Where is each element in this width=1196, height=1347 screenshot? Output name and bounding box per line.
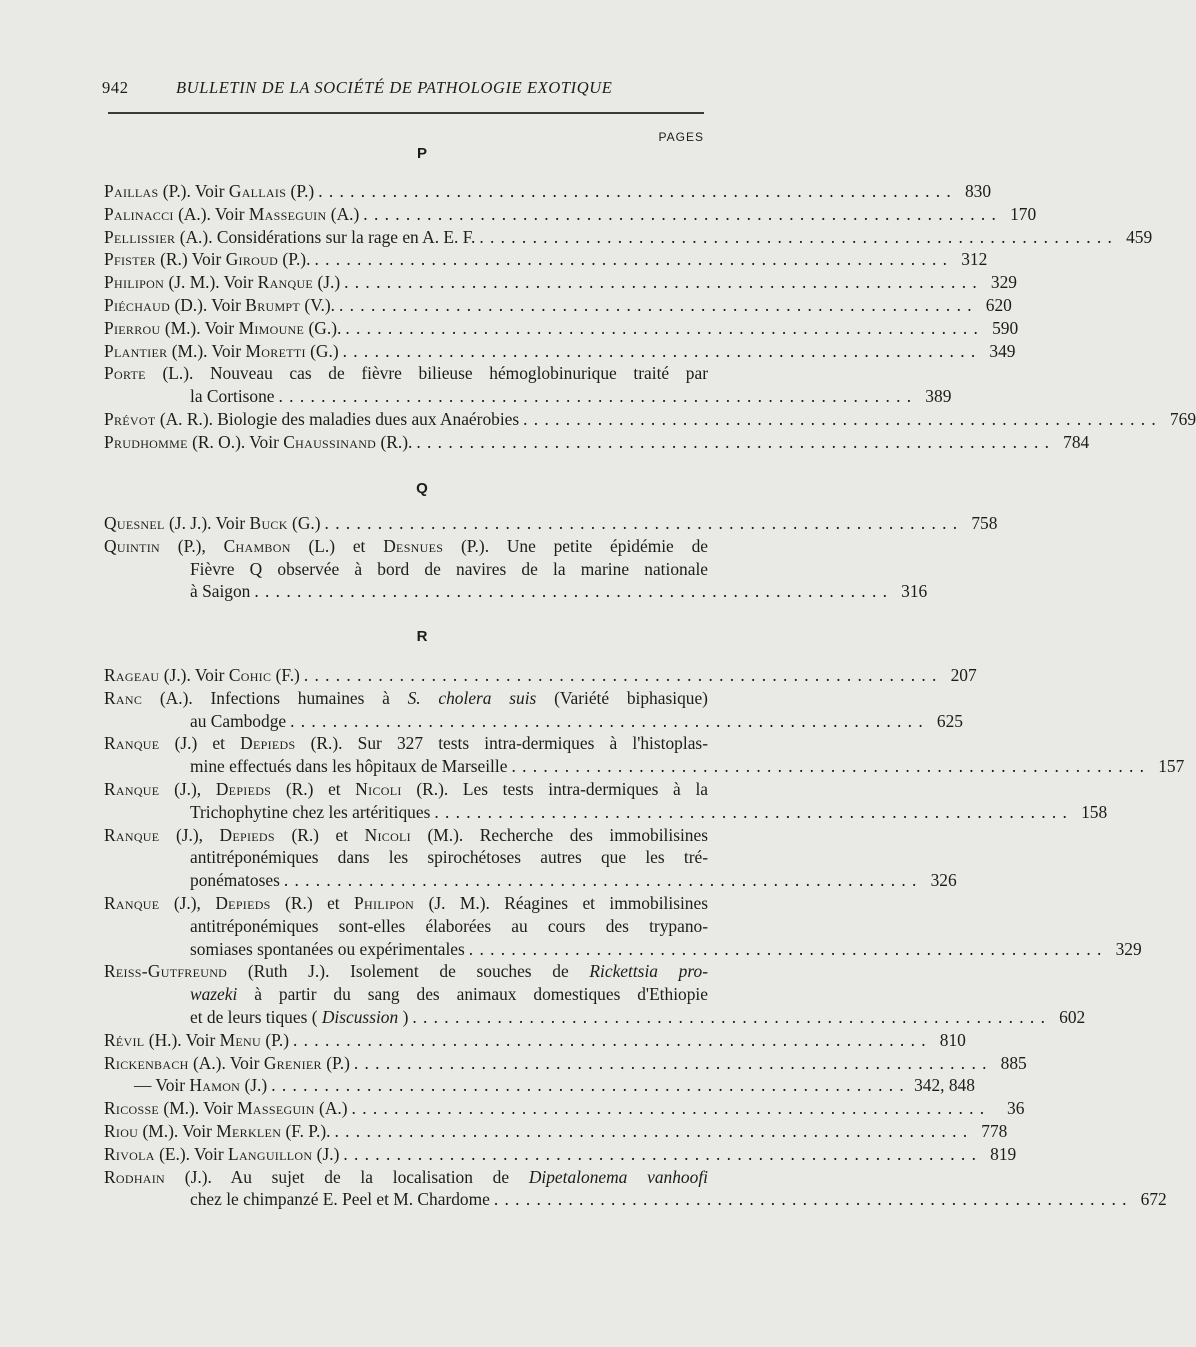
- author-name: Mimoune: [238, 317, 305, 338]
- entry-text: [190, 580, 250, 603]
- page-reference: 590: [992, 317, 1019, 338]
- index-section-p: [104, 180, 1196, 454]
- entry-text: [104, 226, 475, 249]
- entry-line: [104, 180, 992, 203]
- entry-line: [104, 248, 988, 271]
- author-name: Nicoli: [364, 824, 411, 845]
- entry-fragment: (R.). Les tests intra-dermiques à la: [416, 778, 708, 799]
- author-name: Ranc: [104, 687, 143, 708]
- index-entry: [104, 431, 1090, 454]
- entry-text: [104, 824, 708, 847]
- entry-text: [104, 512, 321, 535]
- entry-line: [104, 824, 708, 847]
- entry-text: [104, 778, 708, 801]
- entry-fragment: (P.). Voir: [162, 181, 229, 201]
- index-entry: [104, 824, 957, 892]
- entry-line: [104, 710, 963, 733]
- author-name: Rageau: [104, 665, 160, 685]
- entry-fragment: (P.).: [282, 249, 311, 270]
- section-letter-q: Q: [416, 480, 428, 497]
- section-letter-r: R: [416, 628, 428, 645]
- index-entry: [104, 248, 988, 271]
- page-reference: 329: [1115, 938, 1142, 959]
- author-name: Cohic: [228, 665, 272, 685]
- entry-fragment: (J. M.). Voir: [168, 272, 258, 293]
- entry-fragment: (A.): [330, 203, 360, 224]
- entry-text: [104, 1166, 708, 1189]
- author-name: Paillas: [104, 181, 159, 201]
- entry-fragment: Trichophytine chez les artéritiques: [190, 801, 431, 822]
- author-name: Depieds: [215, 778, 272, 799]
- entry-line: [104, 1074, 975, 1097]
- index-entry: [104, 408, 1196, 431]
- author-name: Languillon: [228, 1143, 313, 1164]
- page-reference: 36: [1007, 1098, 1025, 1119]
- entry-fragment: (R.) Voir: [160, 249, 226, 270]
- entry-fragment: (V.).: [304, 294, 335, 315]
- index-section-q: [104, 512, 998, 603]
- dot-leader: ............................................................: [314, 249, 954, 270]
- entry-line: [104, 846, 708, 869]
- index-entry: [104, 340, 1016, 363]
- pages-column-label: PAGES: [658, 130, 704, 144]
- entry-text: [190, 1188, 490, 1211]
- entry-text: [104, 1097, 348, 1120]
- page-reference: 602: [1059, 1006, 1086, 1027]
- entry-text: [104, 1029, 289, 1052]
- author-name: Gallais: [228, 181, 287, 201]
- entry-fragment: (J.). Voir: [163, 665, 229, 685]
- entry-fragment: (J.) et: [174, 733, 241, 754]
- entry-line: [104, 1006, 1086, 1029]
- index-entry: [104, 535, 928, 603]
- entry-fragment: (J.): [317, 272, 341, 293]
- entry-fragment: (Ruth J.). Isolement de souches de: [247, 961, 590, 982]
- author-name: Hamon: [189, 1075, 241, 1096]
- index-entry: [104, 1029, 966, 1052]
- entry-text: [104, 408, 519, 431]
- entry-fragment: (J.): [316, 1143, 340, 1164]
- entry-line: [104, 1166, 708, 1189]
- journal-title: BULLETIN DE LA SOCIÉTÉ DE PATHOLOGIE EXOTIQUE: [176, 78, 613, 97]
- entry-text: [190, 710, 286, 733]
- author-name: Brumpt: [245, 294, 301, 315]
- entry-line: [104, 869, 957, 892]
- entry-fragment: (L.) et: [308, 535, 384, 556]
- dot-leader: ............................................................: [343, 1143, 983, 1164]
- author-name: Quintin: [104, 535, 160, 556]
- author-name: Ricosse: [104, 1098, 160, 1119]
- index-entry: [104, 362, 952, 408]
- entry-text: [134, 1074, 267, 1097]
- page-reference: 819: [990, 1143, 1017, 1164]
- entry-fragment: somiases spontanées ou expérimentales: [190, 938, 465, 959]
- entry-line: [104, 340, 1016, 363]
- entry-fragment: (G.): [292, 513, 321, 533]
- entry-text: [104, 664, 300, 687]
- entry-text: [190, 915, 708, 938]
- entry-fragment: — Voir: [134, 1075, 190, 1096]
- author-name: Palinacci: [104, 203, 174, 224]
- entry-fragment: (M.). Voir: [164, 317, 239, 338]
- dot-leader: ............................................................: [412, 1006, 1052, 1027]
- entry-line: [104, 203, 1037, 226]
- index-entry: [104, 294, 1012, 317]
- dot-leader: ............................................................: [324, 513, 964, 533]
- author-name: Porte: [104, 363, 146, 384]
- entry-fragment: (A.). Voir: [192, 1052, 264, 1073]
- entry-fragment: (R.) et: [285, 778, 356, 799]
- entry-line: [104, 778, 708, 801]
- page-reference: 620: [985, 294, 1012, 315]
- entry-fragment: (R.) et: [291, 824, 365, 845]
- entry-line: [104, 915, 708, 938]
- dot-leader: ............................................................: [416, 431, 1056, 452]
- entry-text: [190, 846, 708, 869]
- entry-text: [104, 535, 708, 558]
- italic-term: S. cholera suis: [407, 687, 537, 708]
- entry-fragment: ): [402, 1006, 409, 1027]
- entry-line: [104, 385, 952, 408]
- entry-text: [104, 732, 708, 755]
- entry-line: [104, 938, 1142, 961]
- section-letter-p: P: [416, 145, 427, 162]
- entry-fragment: (J.): [244, 1075, 268, 1096]
- author-name: Ranque: [104, 733, 160, 754]
- entry-line: [104, 892, 708, 915]
- dot-leader: ............................................................: [254, 581, 894, 602]
- dot-leader: ............................................................: [303, 665, 943, 685]
- entry-line: [104, 431, 1090, 454]
- entry-fragment: (P.): [326, 1052, 350, 1073]
- entry-fragment: (L.). Nouveau cas de fièvre bilieuse hémoglobinurique traité par: [162, 363, 708, 384]
- dot-leader: ............................................................: [434, 801, 1074, 822]
- header-rule: [108, 112, 704, 114]
- author-name: Ranque: [104, 824, 160, 845]
- entry-text: [190, 1006, 408, 1029]
- author-name: Chambon: [223, 535, 291, 556]
- entry-text: [104, 960, 708, 983]
- author-name: Moretti: [245, 340, 306, 361]
- author-name: Plantier: [104, 340, 168, 361]
- entry-line: [104, 732, 708, 755]
- dot-leader: ............................................................: [363, 203, 1003, 224]
- author-name: Pierrou: [104, 317, 161, 338]
- entry-text: [104, 317, 341, 340]
- index-entry: [104, 1074, 975, 1097]
- entry-fragment: (M.). Voir: [163, 1098, 238, 1119]
- entry-fragment: (R.) et: [285, 892, 355, 913]
- entry-fragment: antitréponémiques sont-elles élaborées au cours des trypano-: [190, 915, 708, 936]
- entry-line: [104, 535, 708, 558]
- entry-line: [104, 1097, 1025, 1120]
- page-reference: 459: [1126, 226, 1153, 247]
- author-name: Ranque: [104, 892, 160, 913]
- dot-leader: ............................................................: [468, 938, 1108, 959]
- entry-fragment: (D.). Voir: [174, 294, 246, 315]
- entry-line: [104, 983, 708, 1006]
- dot-leader: ............................................................: [344, 272, 983, 293]
- page-reference: 157: [1158, 756, 1185, 777]
- entry-line: [104, 687, 708, 710]
- entry-line: [104, 408, 1196, 431]
- author-name: Ranque: [257, 272, 314, 293]
- entry-line: [104, 271, 1017, 294]
- dot-leader: ............................................................: [283, 870, 923, 891]
- entry-fragment: Fièvre Q observée à bord de navires de la marine nationale: [190, 558, 708, 579]
- entry-fragment: (M.). Recherche des immobilisines: [427, 824, 708, 845]
- entry-text: [104, 892, 708, 915]
- author-name: Menu: [219, 1029, 261, 1050]
- index-entry: [104, 960, 1086, 1028]
- dot-leader: ............................................................: [342, 340, 982, 361]
- dot-leader: ............................................................: [278, 386, 918, 407]
- italic-term: Discussion: [321, 1006, 399, 1027]
- entry-fragment: (Variété biphasique): [554, 687, 708, 708]
- entry-fragment: (R.). Sur 327 tests intra-dermiques à l'histoplas-: [310, 733, 708, 754]
- page-reference: 769: [1169, 408, 1196, 429]
- entry-line: [104, 1120, 1008, 1143]
- entry-fragment: (J.),: [173, 892, 216, 913]
- page-reference: 784: [1063, 431, 1090, 452]
- page-reference: 312: [961, 249, 988, 270]
- entry-text: [190, 558, 708, 581]
- entry-line: [104, 294, 1012, 317]
- page-reference: 170: [1010, 203, 1037, 224]
- entry-fragment: (E.). Voir: [159, 1143, 229, 1164]
- entry-line: [104, 960, 708, 983]
- entry-text: [190, 869, 280, 892]
- index-entry: [104, 226, 1153, 249]
- dot-leader: ............................................................: [293, 1029, 932, 1050]
- italic-term: Rickettsia pro-: [589, 961, 708, 982]
- author-name: Philipon: [354, 892, 415, 913]
- page-reference: 885: [1000, 1052, 1027, 1073]
- index-entry: [104, 1120, 1008, 1143]
- entry-fragment: (J.). Au sujet de la localisation de: [184, 1166, 529, 1187]
- entry-fragment: la Cortisone: [190, 386, 275, 407]
- entry-fragment: (J.),: [175, 824, 220, 845]
- index-entry: [104, 317, 1019, 340]
- entry-line: [104, 1188, 1167, 1211]
- entry-fragment: (M.). Voir: [142, 1120, 217, 1141]
- index-entry: [104, 1052, 1027, 1075]
- page-reference: 326: [930, 870, 957, 891]
- entry-fragment: (A.). Voir: [178, 203, 249, 224]
- entry-fragment: (J. J.). Voir: [169, 513, 250, 533]
- author-name: Pfister: [104, 249, 156, 270]
- page-reference: 672: [1140, 1189, 1167, 1210]
- entry-fragment: (F. P.).: [285, 1120, 331, 1141]
- entry-fragment: (J. M.). Réagines et immobilisines: [428, 892, 708, 913]
- author-name: Rivola: [104, 1143, 155, 1164]
- page-number: 942: [102, 78, 129, 97]
- author-name: Giroud: [225, 249, 279, 270]
- entry-fragment: (J.),: [174, 778, 216, 799]
- entry-line: [104, 317, 1019, 340]
- author-name: Depieds: [215, 892, 271, 913]
- dot-leader: ............................................................: [318, 181, 958, 201]
- author-name: Depieds: [240, 733, 296, 754]
- page-reference: 778: [981, 1120, 1008, 1141]
- page-reference: 207: [950, 665, 977, 685]
- author-name: Quesnel: [104, 513, 165, 533]
- entry-fragment: (H.). Voir: [148, 1029, 220, 1050]
- entry-fragment: au Cambodge: [190, 710, 287, 731]
- entry-text: [104, 203, 359, 226]
- dot-leader: ............................................................: [271, 1075, 911, 1096]
- page-reference: 810: [939, 1029, 966, 1050]
- author-name: Desnues: [383, 535, 444, 556]
- entry-line: [104, 226, 1153, 249]
- italic-term: wazeki: [190, 984, 238, 1005]
- author-name: Masseguin: [248, 203, 327, 224]
- page-reference: 158: [1081, 801, 1108, 822]
- entry-line: [104, 1052, 1027, 1075]
- entry-fragment: ponématoses: [190, 870, 280, 891]
- author-name: Révil: [104, 1029, 145, 1050]
- running-header: [100, 78, 702, 104]
- author-name: Grenier: [263, 1052, 322, 1073]
- author-name: Ranque: [104, 778, 160, 799]
- page-reference: 389: [925, 386, 952, 407]
- dot-leader: ............................................................: [479, 226, 1119, 247]
- index-entry: [104, 512, 998, 535]
- entry-fragment: (A.). Considérations sur la rage en A. E. F.: [179, 226, 476, 247]
- entry-fragment: (F.): [275, 665, 300, 685]
- entry-line: [104, 362, 708, 385]
- entry-fragment: et de leurs tiques (: [190, 1006, 318, 1027]
- dot-leader: ............................................................: [511, 756, 1151, 777]
- index-entry: [104, 687, 963, 733]
- dot-leader: ............................................................: [353, 1052, 993, 1073]
- entry-text: [104, 362, 708, 385]
- entry-line: [104, 664, 977, 687]
- entry-fragment: mine effectués dans les hôpitaux de Marseille: [190, 756, 508, 777]
- entry-line: [104, 558, 708, 581]
- entry-text: [190, 755, 507, 778]
- author-name: Masseguin: [237, 1098, 315, 1119]
- page-reference: 342, 848: [914, 1075, 975, 1096]
- entry-line: [104, 755, 1185, 778]
- entry-fragment: (P.): [265, 1029, 290, 1050]
- entry-fragment: (P.): [290, 181, 315, 201]
- author-name: Chaussinand: [283, 431, 377, 452]
- author-name: Merklen: [216, 1120, 282, 1141]
- entry-text: [190, 385, 275, 408]
- index-entry: [104, 732, 1185, 778]
- index-entry: [104, 1166, 1167, 1212]
- page-reference: 758: [971, 513, 998, 533]
- index-entry: [104, 664, 977, 687]
- index-entry: [104, 1097, 1025, 1120]
- entry-text: [104, 340, 339, 363]
- entry-fragment: (P.). Une petite épidémie de: [461, 535, 708, 556]
- author-name: Philipon: [104, 272, 165, 293]
- entry-text: [104, 294, 335, 317]
- page-reference: 349: [989, 340, 1016, 361]
- entry-text: [104, 1120, 331, 1143]
- author-name: Prévot: [104, 408, 156, 429]
- dot-leader: ............................................................: [345, 317, 985, 338]
- entry-text: [104, 180, 314, 203]
- entry-fragment: (R. O.). Voir: [192, 431, 284, 452]
- entry-fragment: à Saigon: [190, 581, 251, 602]
- entry-fragment: (A.): [319, 1098, 348, 1119]
- dot-leader: ............................................................: [351, 1098, 991, 1119]
- entry-line: [104, 801, 1108, 824]
- entry-fragment: (A. R.). Biologie des maladies dues aux Anaérobies: [159, 408, 520, 429]
- entry-text: [104, 687, 708, 710]
- entry-text: [104, 1052, 350, 1075]
- author-name: Prudhomme: [104, 431, 188, 452]
- entry-fragment: (G.).: [308, 317, 342, 338]
- entry-fragment: (G.): [310, 340, 339, 361]
- entry-fragment: (P.),: [177, 535, 224, 556]
- index-entry: [104, 892, 1142, 960]
- index-entry: [104, 271, 1017, 294]
- author-name: Buck: [249, 513, 288, 533]
- entry-text: [104, 1143, 339, 1166]
- entry-fragment: (M.). Voir: [171, 340, 246, 361]
- entry-text: [104, 248, 310, 271]
- dot-leader: ............................................................: [290, 710, 929, 731]
- author-name: Reiss-Gutfreund: [104, 961, 228, 982]
- entry-fragment: chez le chimpanzé E. Peel et M. Chardome: [190, 1189, 490, 1210]
- entry-text: [104, 271, 340, 294]
- index-entry: [104, 1143, 1017, 1166]
- dot-leader: ............................................................: [339, 294, 978, 315]
- entry-fragment: à partir du sang des animaux domestiques d'Ethiopie: [254, 984, 708, 1005]
- dot-leader: ............................................................: [334, 1120, 974, 1141]
- author-name: Piéchaud: [104, 294, 171, 315]
- author-name: Riou: [104, 1120, 139, 1141]
- index-entry: [104, 180, 992, 203]
- page-reference: 830: [964, 181, 992, 201]
- dot-leader: ............................................................: [493, 1189, 1133, 1210]
- index-entry: [104, 203, 1037, 226]
- author-name: Rodhain: [104, 1166, 166, 1187]
- entry-text: [190, 801, 430, 824]
- index-section-r: [104, 664, 1185, 1211]
- page-reference: 316: [901, 581, 928, 602]
- author-name: Nicoli: [355, 778, 402, 799]
- entry-text: [190, 983, 708, 1006]
- entry-fragment: antitréponémiques dans les spirochétoses autres que les tré-: [190, 847, 708, 868]
- italic-term: Dipetalonema vanhoofi: [528, 1166, 708, 1187]
- entry-line: [104, 580, 928, 603]
- dot-leader: ............................................................: [523, 408, 1163, 429]
- author-name: Pellissier: [104, 226, 176, 247]
- author-name: Depieds: [219, 824, 275, 845]
- entry-text: [104, 431, 412, 454]
- entry-fragment: (R.).: [380, 431, 413, 452]
- page-reference: 329: [990, 272, 1017, 293]
- author-name: Rickenbach: [104, 1052, 189, 1073]
- entry-line: [104, 1029, 966, 1052]
- entry-text: [190, 938, 465, 961]
- page-reference: 625: [936, 710, 963, 731]
- index-entry: [104, 778, 1108, 824]
- entry-line: [104, 512, 998, 535]
- entry-line: [104, 1143, 1017, 1166]
- entry-fragment: (A.). Infections humaines à: [159, 687, 408, 708]
